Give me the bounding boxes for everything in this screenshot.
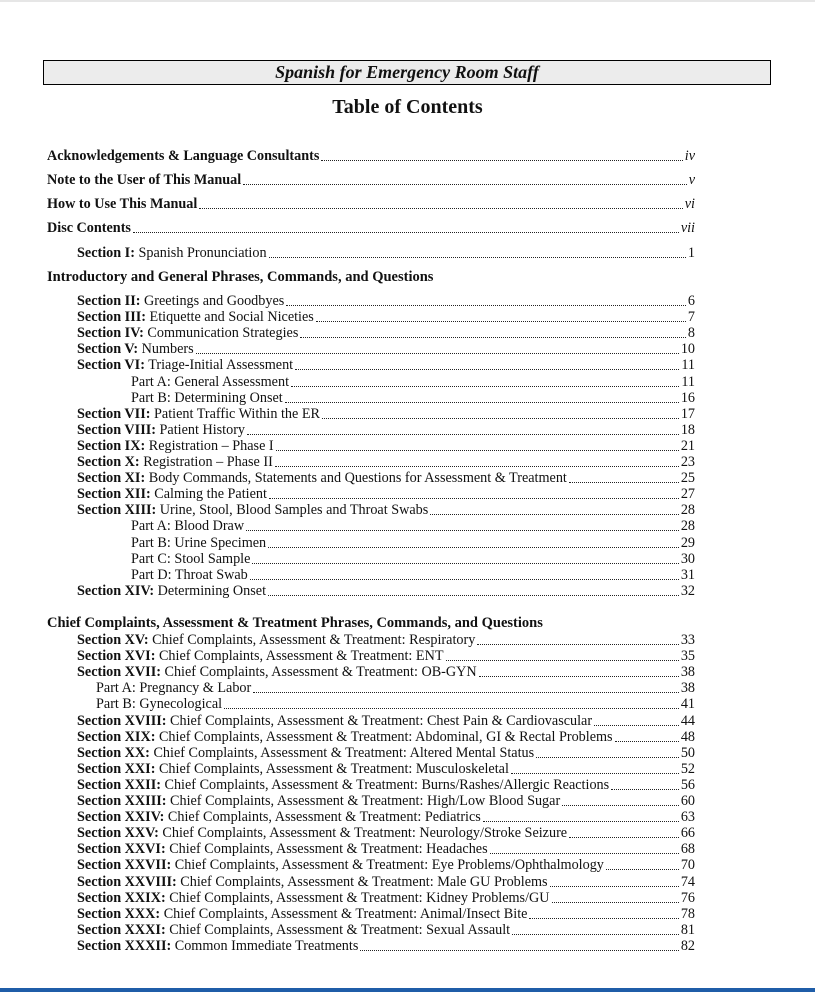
bottom-border [0, 988, 815, 992]
section-title: Communication Strategies [147, 325, 299, 342]
toc-section-entry[interactable] [77, 777, 695, 793]
page-number: 6 [687, 293, 695, 309]
section-number: Section XXII: [77, 776, 161, 793]
entry-label [131, 390, 283, 406]
section-number: Section II: [77, 293, 141, 309]
page-number: 60 [680, 793, 695, 809]
dot-leader [512, 933, 679, 935]
section-number: Section XX: [77, 744, 150, 761]
toc-section-entry[interactable] [77, 502, 695, 518]
toc-section-entry[interactable] [77, 938, 695, 954]
entry-label [77, 245, 267, 261]
entry-title: Disc Contents [47, 220, 131, 236]
toc-front-matter-entry[interactable] [47, 148, 695, 164]
dot-leader [269, 256, 686, 258]
dot-leader [446, 659, 679, 661]
dot-leader [224, 707, 679, 709]
toc-section-entry[interactable] [77, 422, 695, 438]
toc-section-entry[interactable] [77, 890, 695, 906]
section-number: Section XXVIII: [77, 873, 177, 890]
page-number: 1 [687, 245, 695, 261]
dot-leader [196, 352, 679, 354]
toc-section-entry[interactable] [77, 874, 695, 890]
page-number: 76 [680, 889, 695, 906]
dot-leader [285, 401, 679, 403]
page-number: 66 [680, 825, 695, 842]
toc-section-entry[interactable] [77, 713, 695, 729]
toc-section-entry[interactable] [77, 325, 695, 341]
dot-leader [430, 513, 679, 515]
section-title: Chief Complaints, Assessment & Treatment: Headaches [169, 841, 488, 858]
entry-label [131, 535, 266, 551]
section-title: Chief Complaints, Assessment & Treatment: Musculoskeletal [158, 760, 509, 777]
toc-section-entry[interactable] [77, 583, 695, 599]
dot-leader [615, 740, 679, 742]
section-number: Section III: [77, 309, 146, 326]
dot-leader [322, 417, 679, 419]
section-title: Chief Complaints, Assessment & Treatment: Kidney Problems/GU [169, 889, 550, 906]
dot-leader [477, 643, 679, 645]
toc-front-matter-entry[interactable] [47, 220, 695, 236]
dot-leader [252, 562, 678, 564]
toc-section-entry[interactable] [77, 664, 695, 680]
section-title: Body Commands, Statements and Questions for Assessment & Treatment [148, 470, 567, 487]
section-title: Patient History [159, 421, 246, 438]
toc-section-entry[interactable] [77, 357, 695, 373]
page-number: 52 [680, 760, 695, 777]
page-number: vii [680, 220, 695, 236]
entry-title: Note to the User of This Manual [47, 172, 242, 188]
entry-label [77, 454, 273, 470]
dot-leader [243, 183, 687, 185]
section-number: Section VI: [77, 357, 145, 374]
entry-label [77, 422, 245, 438]
entry-label [77, 664, 477, 680]
page-number: 48 [680, 728, 695, 745]
entry-label [77, 357, 293, 373]
page-number: 35 [680, 648, 695, 665]
section-title: Chief Complaints, Assessment & Treatment: Neurology/Stroke Seizure [162, 825, 568, 842]
section-title: Registration – Phase II [143, 454, 273, 470]
page-number: 78 [680, 905, 695, 922]
section-title: Chief Complaints, Assessment & Treatment: Abdominal, GI & Rectal Problems [158, 728, 613, 745]
section-title: Chief Complaints, Assessment & Treatment: Male GU Problems [180, 873, 548, 890]
entry-label [77, 341, 194, 357]
entry-label [77, 293, 284, 309]
dot-leader [316, 320, 686, 322]
section-title: Chief Complaints, Assessment & Treatment: Sexual Assault [169, 921, 511, 938]
toc-heading: Table of Contents [332, 96, 483, 118]
entry-label [131, 567, 248, 583]
entry-title: Acknowledgements & Language Consultants [47, 148, 320, 164]
entry-label [77, 486, 267, 502]
entry-label [77, 938, 358, 954]
dot-leader [268, 594, 679, 596]
section-number: Section XVI: [77, 648, 156, 665]
section-title: Part B: Determining Onset [131, 389, 283, 406]
page-number: 18 [680, 421, 695, 438]
entry-label [96, 680, 251, 696]
group-heading-chief-complaints: Chief Complaints, Assessment & Treatment Phrases, Commands, and Questions [47, 615, 543, 631]
entry-label [47, 148, 319, 164]
entry-label [77, 729, 613, 745]
section-number: Section X: [77, 454, 140, 470]
entry-label [77, 825, 567, 841]
toc-section-entry[interactable] [77, 761, 695, 777]
entry-label [47, 196, 197, 212]
section-number: Section VII: [77, 405, 151, 422]
toc-section-entry[interactable] [77, 825, 695, 841]
page-number: 74 [680, 873, 695, 890]
toc-section-entry[interactable] [77, 454, 695, 470]
page-number: 70 [680, 857, 695, 874]
toc-part-entry[interactable] [96, 680, 695, 696]
dot-leader [291, 385, 679, 387]
dot-leader [286, 304, 686, 306]
section-title: Spanish Pronunciation [138, 245, 267, 261]
dot-leader [562, 804, 679, 806]
section-title: Chief Complaints, Assessment & Treatment: Eye Problems/Ophthalmology [174, 857, 604, 874]
page-number: 81 [680, 921, 695, 938]
entry-label [77, 648, 444, 664]
dot-leader [594, 724, 679, 726]
section-title: Numbers [141, 341, 194, 358]
dot-leader [490, 852, 679, 854]
toc-section-entry[interactable] [77, 309, 695, 325]
entry-label [77, 438, 274, 454]
section-number: Section XV: [77, 632, 149, 648]
toc-section-entry[interactable] [77, 632, 695, 648]
dot-leader [611, 788, 679, 790]
section-number: Section XIV: [77, 582, 155, 599]
entry-label [77, 632, 475, 648]
dot-leader [536, 756, 679, 758]
section-title: Registration – Phase I [148, 437, 274, 454]
page-number: 16 [680, 389, 695, 406]
entry-label [77, 470, 567, 486]
section-number: Section VIII: [77, 421, 156, 438]
toc-section-entry[interactable] [77, 729, 695, 745]
page-number: 33 [680, 632, 695, 648]
section-number: Section XVII: [77, 664, 161, 681]
section-number: Section XXV: [77, 825, 159, 842]
page-number: 10 [680, 341, 695, 358]
toc-part-entry[interactable] [131, 567, 695, 583]
toc-section-entry[interactable] [77, 293, 695, 309]
entry-label [77, 777, 609, 793]
page-number: 38 [680, 664, 695, 681]
entry-label [47, 220, 131, 236]
page-number: 50 [680, 744, 695, 761]
page-number: 7 [687, 309, 695, 326]
entry-label [131, 374, 289, 390]
page-number: 23 [680, 454, 695, 470]
section-title: Greetings and Goodbyes [144, 293, 285, 309]
page-number: 28 [680, 502, 695, 519]
section-number: Section XXX: [77, 905, 161, 922]
dot-leader [529, 917, 678, 919]
page-number: 11 [681, 373, 695, 390]
section-title: Part B: Gynecological [96, 696, 223, 713]
section-title: Patient Traffic Within the ER [154, 405, 320, 422]
entry-label [77, 922, 510, 938]
dot-leader [569, 481, 679, 483]
document-title: Spanish for Emergency Room Staff [43, 60, 771, 85]
section-number: Section XII: [77, 486, 151, 503]
toc-front-matter-entry[interactable] [47, 172, 695, 188]
entry-label [77, 809, 481, 825]
dot-leader [253, 691, 679, 693]
toc-front-matter-entry[interactable] [47, 196, 695, 212]
toc-section-entry[interactable] [77, 648, 695, 664]
section-title: Chief Complaints, Assessment & Treatment: Altered Mental Status [153, 744, 535, 761]
toc-section-entry[interactable] [77, 841, 695, 857]
entry-label [77, 309, 314, 325]
dot-leader [268, 546, 679, 548]
page-number: v [688, 172, 695, 188]
toc-section-entry[interactable] [77, 470, 695, 486]
dot-leader [360, 949, 678, 951]
section-title: Etiquette and Social Niceties [149, 309, 314, 326]
dot-leader [133, 231, 679, 233]
dot-leader [300, 336, 686, 338]
entry-label [131, 551, 250, 567]
page-number: 82 [680, 937, 695, 954]
section-title: Part B: Urine Specimen [131, 534, 267, 551]
section-title: Calming the Patient [154, 486, 267, 503]
toc-section-entry[interactable] [77, 793, 695, 809]
entry-label [77, 761, 509, 777]
section-number: Section XIII: [77, 502, 157, 519]
page-number: 41 [680, 696, 695, 713]
section-title: Chief Complaints, Assessment & Treatment: Pediatrics [167, 809, 481, 826]
entry-label [47, 172, 241, 188]
page-number: 11 [681, 357, 695, 374]
section-number: Section XXIX: [77, 889, 166, 906]
toc-section-entry[interactable] [77, 486, 695, 502]
section-number: Section V: [77, 341, 139, 358]
entry-label [77, 874, 548, 890]
section-number: Section XXVI: [77, 841, 166, 858]
page-number: 44 [680, 712, 695, 729]
toc-section-entry[interactable] [77, 906, 695, 922]
dot-leader [246, 529, 679, 531]
section-title: Part A: General Assessment [131, 373, 290, 390]
section-title: Triage-Initial Assessment [148, 357, 294, 374]
dot-leader [550, 885, 679, 887]
entry-label [77, 793, 560, 809]
entry-label [77, 745, 534, 761]
dot-leader [199, 207, 682, 209]
dot-leader [276, 449, 679, 451]
dot-leader [250, 578, 679, 580]
entry-label [77, 502, 428, 518]
section-number: Section XXIV: [77, 809, 165, 826]
toc-part-entry[interactable] [131, 551, 695, 567]
section-title: Chief Complaints, Assessment & Treatment: Chest Pain & Cardiovascular [170, 712, 593, 729]
section-title: Chief Complaints, Assessment & Treatment: Burns/Rashes/Allergic Reactions [164, 776, 610, 793]
entry-title: How to Use This Manual [47, 196, 198, 212]
toc-section-entry[interactable] [77, 857, 695, 873]
section-title: Part A: Blood Draw [131, 518, 245, 535]
toc-section-entry[interactable] [77, 245, 695, 261]
toc-part-entry[interactable] [131, 518, 695, 534]
toc-part-entry[interactable] [96, 696, 695, 712]
page-number: 63 [680, 809, 695, 826]
toc-section-entry[interactable] [77, 809, 695, 825]
entry-label [77, 857, 604, 873]
section-number: Section XIX: [77, 728, 156, 745]
entry-label [77, 325, 298, 341]
entry-label [77, 406, 320, 422]
section-number: Section I: [77, 245, 135, 261]
dot-leader [569, 836, 679, 838]
entry-label [77, 841, 488, 857]
entry-label [131, 518, 244, 534]
page-number: 31 [680, 566, 695, 583]
section-number: Section IV: [77, 325, 144, 342]
section-number: Section XVIII: [77, 712, 167, 729]
toc-part-entry[interactable] [131, 535, 695, 551]
toc-part-entry[interactable] [131, 374, 695, 390]
toc-section-entry[interactable] [77, 406, 695, 422]
section-number: Section XI: [77, 470, 146, 487]
page-number: 30 [680, 550, 695, 567]
section-title: Part A: Pregnancy & Labor [96, 680, 252, 697]
section-number: Section XXVII: [77, 857, 172, 874]
page-number: 27 [680, 486, 695, 503]
group-heading-introductory: Introductory and General Phrases, Commands, and Questions [47, 269, 434, 285]
entry-label [96, 696, 222, 712]
section-title: Part C: Stool Sample [131, 550, 251, 567]
page-number: 38 [680, 680, 695, 697]
section-number: Section XXIII: [77, 793, 167, 809]
dot-leader [247, 433, 679, 435]
section-title: Part D: Throat Swab [131, 566, 248, 583]
section-title: Urine, Stool, Blood Samples and Throat Swabs [159, 502, 429, 519]
section-title: Chief Complaints, Assessment & Treatment: ENT [158, 648, 444, 665]
dot-leader [606, 868, 679, 870]
toc-section-entry[interactable] [77, 922, 695, 938]
page-number: 56 [680, 776, 695, 793]
section-title: Chief Complaints, Assessment & Treatment: High/Low Blood Sugar [170, 793, 561, 809]
page-number: 29 [680, 534, 695, 551]
entry-label [77, 583, 266, 599]
section-number: Section XXXII: [77, 937, 172, 954]
toc-part-entry[interactable] [131, 390, 695, 406]
page-number: 28 [680, 518, 695, 535]
toc-section-entry[interactable] [77, 438, 695, 454]
section-title: Chief Complaints, Assessment & Treatment: Animal/Insect Bite [163, 905, 528, 922]
toc-section-entry[interactable] [77, 745, 695, 761]
entry-label [77, 890, 550, 906]
entry-label [77, 713, 592, 729]
page-number: 21 [680, 437, 695, 454]
dot-leader [295, 368, 679, 370]
page-number: 8 [687, 325, 695, 342]
section-title: Chief Complaints, Assessment & Treatment: Respiratory [152, 632, 476, 648]
dot-leader [275, 465, 679, 467]
dot-leader [479, 675, 679, 677]
page-number: iv [684, 148, 695, 164]
section-title: Determining Onset [157, 582, 267, 599]
section-number: Section IX: [77, 437, 146, 454]
toc-section-entry[interactable] [77, 341, 695, 357]
page-number: 32 [680, 582, 695, 599]
page-number: vi [684, 196, 695, 212]
dot-leader [483, 820, 679, 822]
page-number: 25 [680, 470, 695, 487]
page-number: 68 [680, 841, 695, 858]
dot-leader [552, 901, 679, 903]
section-title: Chief Complaints, Assessment & Treatment: OB-GYN [164, 664, 477, 681]
section-number: Section XXI: [77, 760, 156, 777]
dot-leader [321, 159, 682, 161]
section-title: Common Immediate Treatments [174, 937, 359, 954]
page-number: 17 [680, 405, 695, 422]
entry-label [77, 906, 527, 922]
dot-leader [511, 772, 679, 774]
section-number: Section XXXI: [77, 921, 166, 938]
dot-leader [269, 497, 679, 499]
